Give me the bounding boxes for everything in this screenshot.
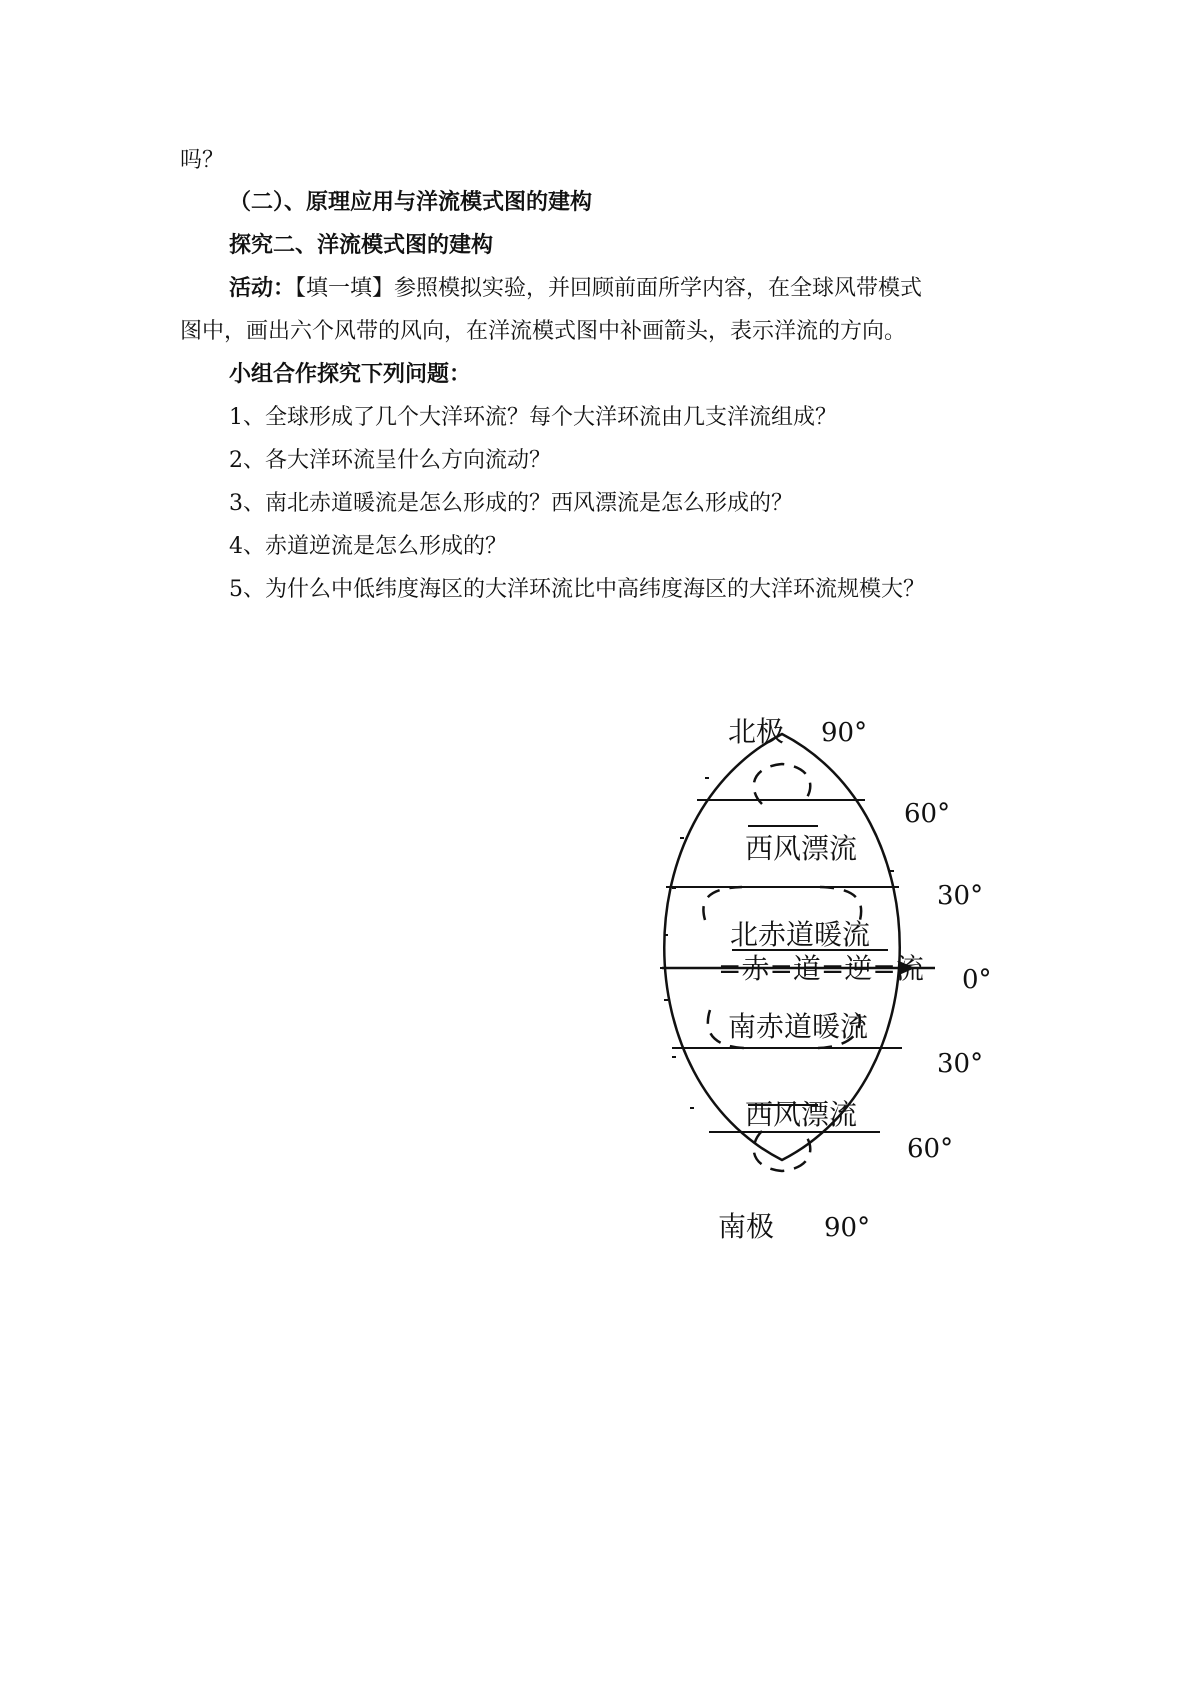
south-90-label: 90° (824, 1213, 871, 1243)
north-30-label: 30° (937, 881, 984, 911)
question-2: 2、各大洋环流呈什么方向流动？ (229, 448, 551, 473)
south-30-label: 30° (937, 1049, 984, 1079)
activity-text: 【填一填】参照模拟实验，并回顾前面所学内容，在全球风带模式 (295, 276, 923, 301)
south-polar-gyre (754, 1131, 811, 1171)
question-4: 4、赤道逆流是怎么形成的？ (229, 534, 507, 559)
south-60-label: 60° (907, 1134, 954, 1164)
activity-line-2: 图中，画出六个风带的风向，在洋流模式图中补画箭头，表示洋流的方向。 (180, 319, 907, 344)
question-3: 3、南北赤道暖流是怎么形成的？西风漂流是怎么形成的？ (229, 491, 793, 516)
explore-title: 探究二、洋流模式图的建构 (229, 233, 494, 258)
north-90-label: 90° (821, 718, 868, 748)
north-equatorial-current: 北赤道暖流 (730, 918, 871, 951)
north-polar-gyre (754, 764, 811, 804)
equator-label: 0° (962, 965, 992, 995)
west-wind-drift-south: 西风漂流 (745, 1098, 858, 1131)
question-5: 5、为什么中低纬度海区的大洋环流比中高纬度海区的大洋环流规模大？ (229, 577, 925, 602)
text-line-1: 吗？ (180, 148, 225, 173)
ocean-current-diagram (640, 700, 1020, 1270)
activity-line (229, 274, 922, 304)
question-1: 1、全球形成了几个大洋环流？每个大洋环流由几支洋流组成？ (229, 405, 837, 430)
equatorial-counter-current: =赤=道=逆=流 (718, 952, 924, 985)
north-subtropical-gyre (703, 887, 861, 920)
activity-label: 活动： (229, 276, 296, 301)
north-60-label: 60° (904, 799, 951, 829)
west-wind-drift-north: 西风漂流 (745, 832, 858, 865)
south-pole-label: 南极 (718, 1210, 775, 1243)
south-equatorial-current: 南赤道暖流 (728, 1010, 869, 1043)
section-title: （二）、原理应用与洋流模式图的建构 (229, 190, 593, 215)
north-pole-label: 北极 (728, 715, 785, 748)
group-title: 小组合作探究下列问题： (229, 362, 472, 387)
